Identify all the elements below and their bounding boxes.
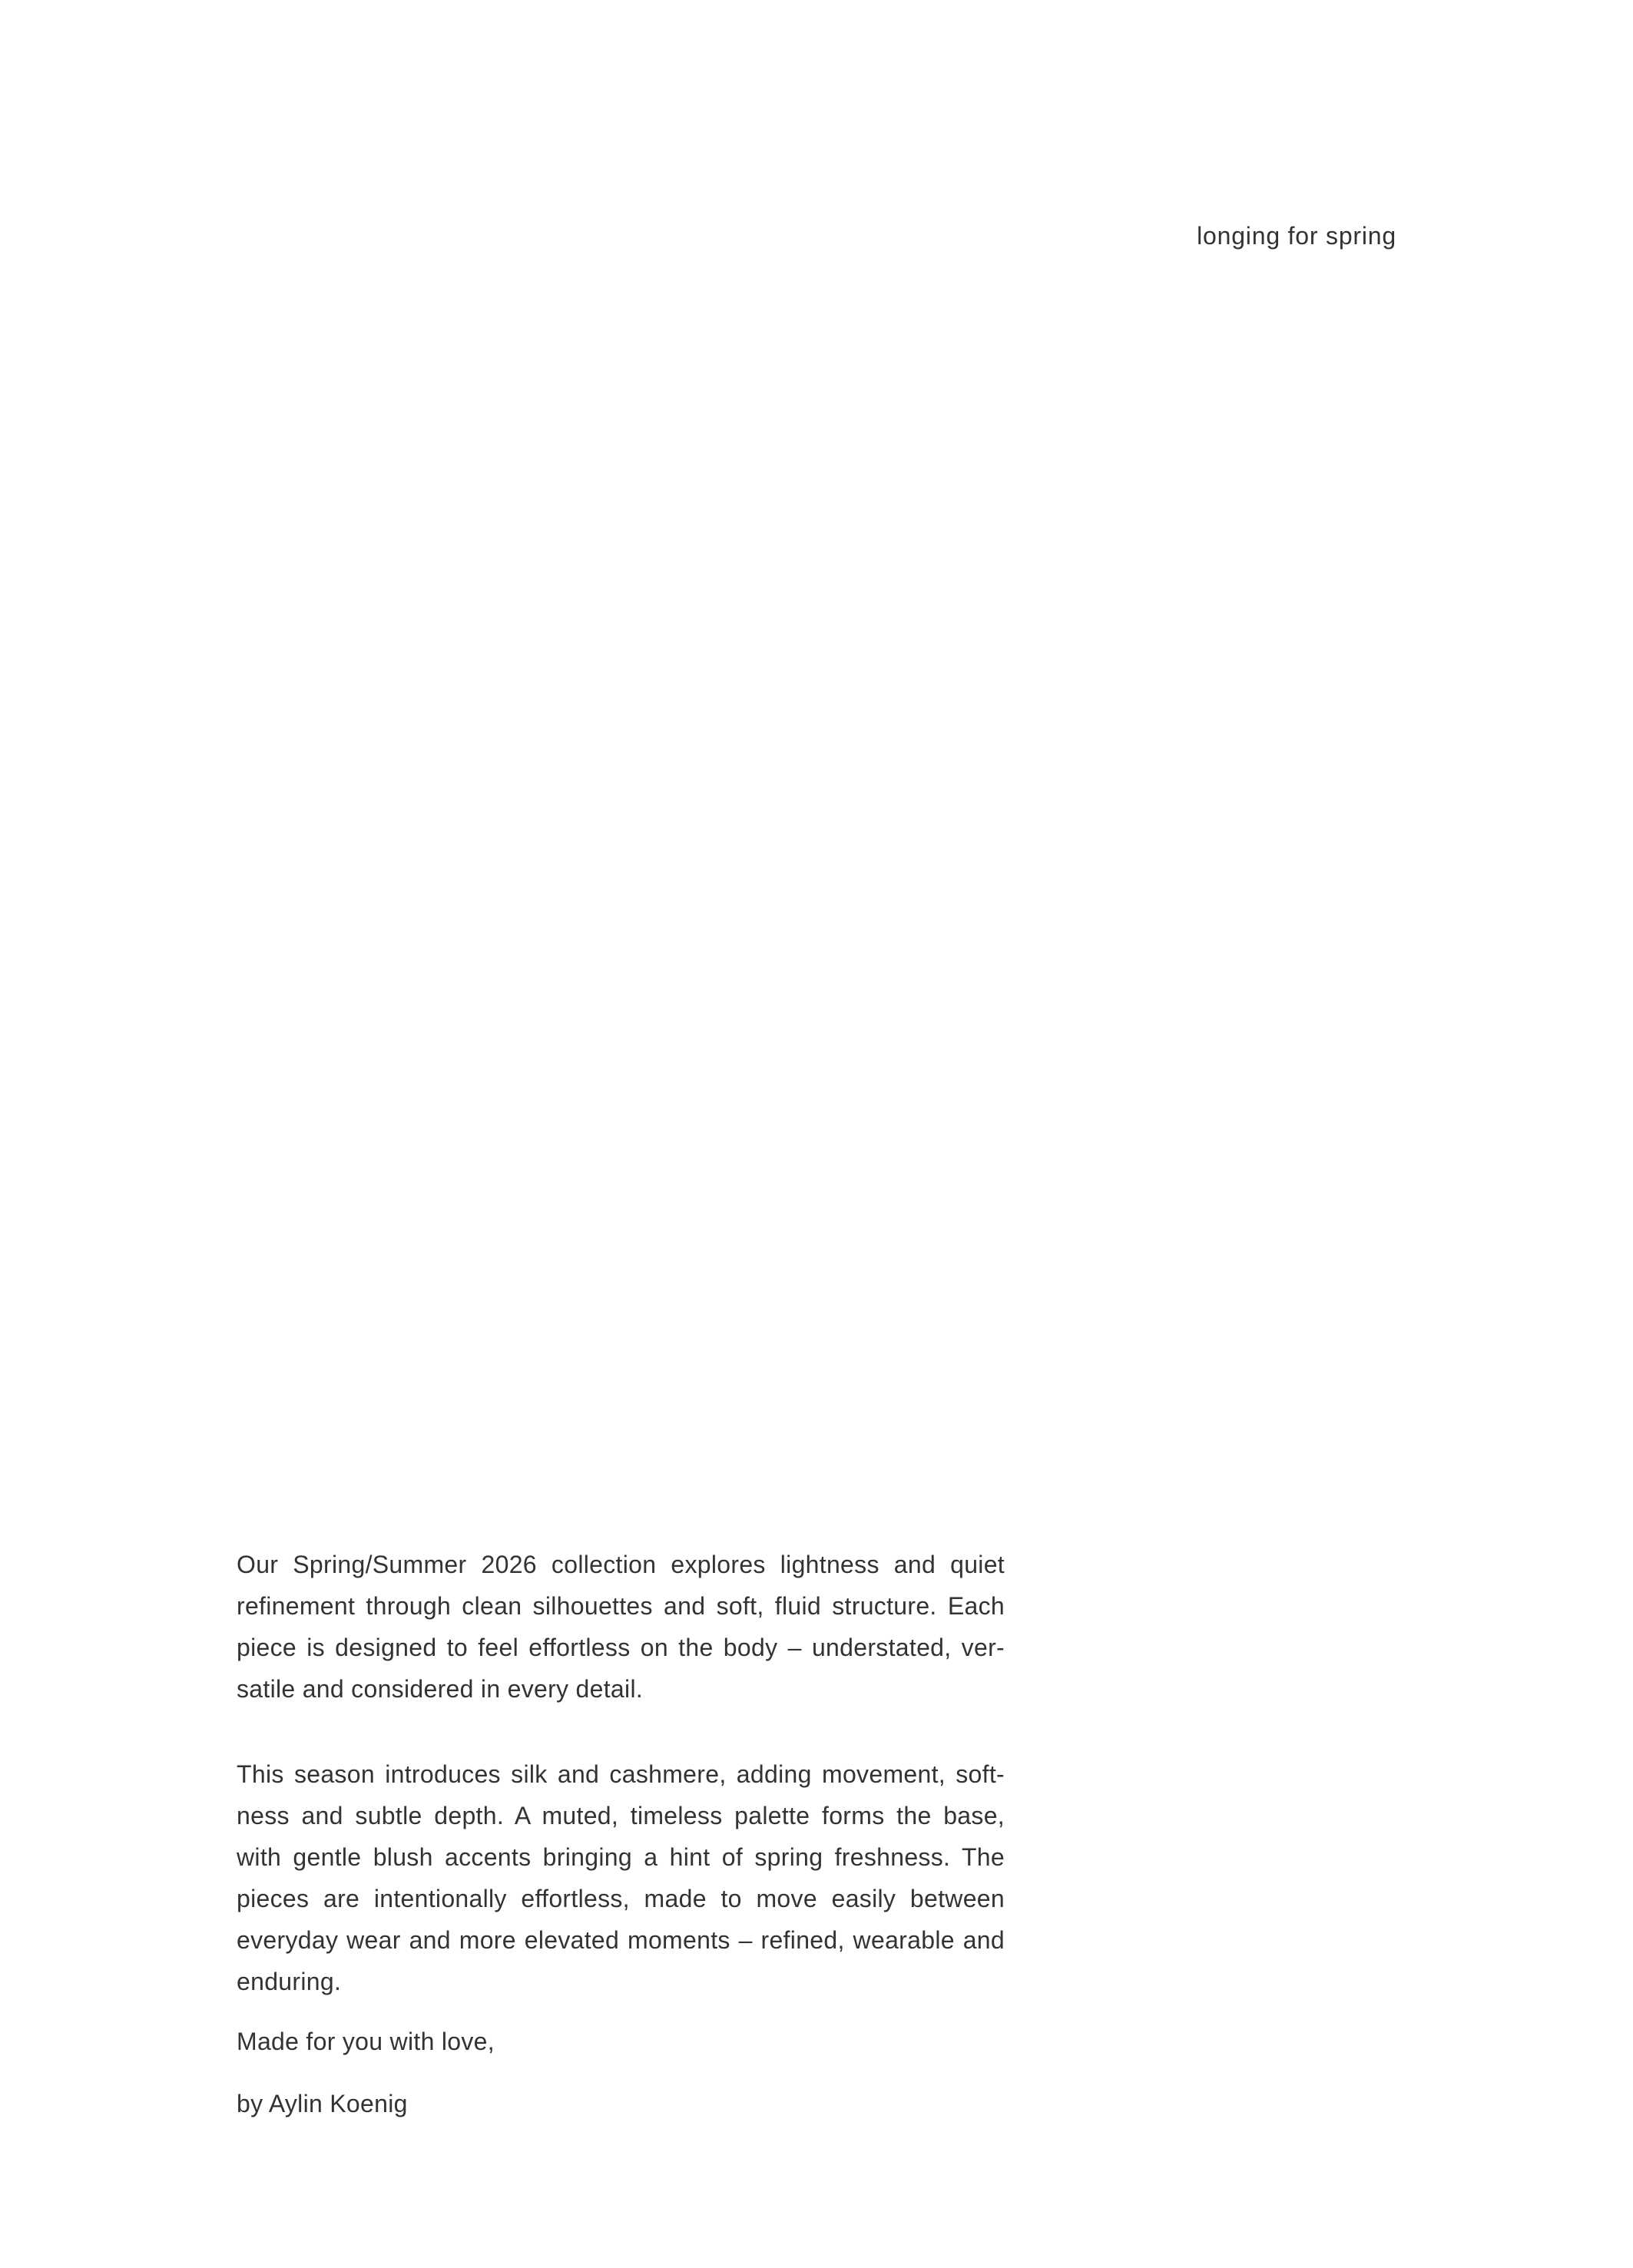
page-header-title: longing for spring bbox=[1197, 222, 1396, 250]
paragraph-line: Our Spring/Summer 2026 collection explores lightness and quiet bbox=[237, 1551, 1005, 1578]
paragraph-line: piece is designed to feel effortless on the body – understated, ver- bbox=[237, 1634, 1005, 1661]
paragraph-line: pieces are intentionally effortless, made to move easily between bbox=[237, 1885, 1005, 1912]
closing-line bbox=[237, 2021, 1005, 2062]
signature-line bbox=[237, 2083, 1005, 2124]
paragraph-line: ness and subtle depth. A muted, timeless palette forms the base, bbox=[237, 1802, 1005, 1829]
paragraph-line: satile and considered in every detail. bbox=[237, 1675, 644, 1703]
signature-line-text: by Aylin Koenig bbox=[237, 2090, 408, 2117]
closing-line-text: Made for you with love, bbox=[237, 2028, 495, 2055]
paragraph-line: This season introduces silk and cashmere, adding movement, soft- bbox=[237, 1760, 1005, 1788]
paragraph-line: refinement through clean silhouettes and soft, fluid structure. Each bbox=[237, 1592, 1005, 1620]
intro-text-block bbox=[237, 1544, 1005, 2124]
paragraph-line: with gentle blush accents bringing a hint of spring freshness. The bbox=[237, 1843, 1005, 1871]
intro-paragraph-1 bbox=[237, 1544, 1005, 1710]
paragraph-line: enduring. bbox=[237, 1968, 342, 1995]
intro-paragraph-2 bbox=[237, 1753, 1005, 2002]
paragraph-line: everyday wear and more elevated moments – refined, wearable and bbox=[237, 1926, 1005, 1954]
